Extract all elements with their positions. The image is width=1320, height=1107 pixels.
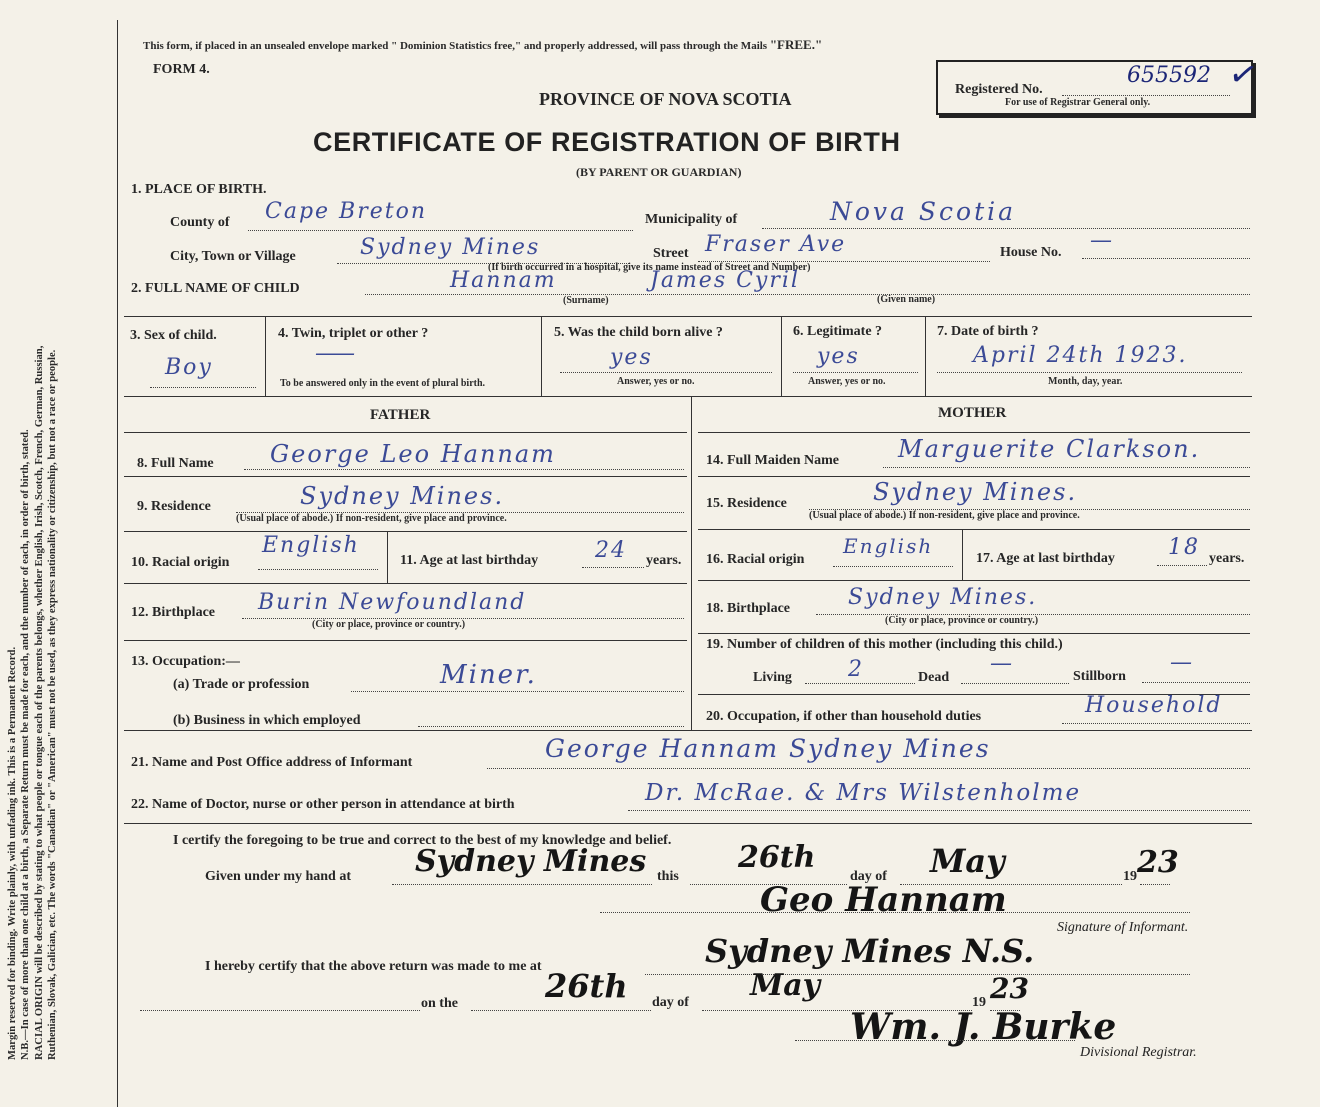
- child-given-name: James Cyril: [650, 268, 800, 293]
- registrar-signature: Wm. J. Burke: [850, 1006, 1117, 1048]
- mother-name-label: 14. Full Maiden Name: [706, 453, 839, 468]
- mother-birthplace: Sydney Mines.: [848, 585, 1038, 610]
- registrar-statement: I hereby certify that the above return was made to me at: [205, 959, 542, 974]
- given-place-value: Sydney Mines: [415, 844, 647, 879]
- page-title: CERTIFICATE OF REGISTRATION OF BIRTH: [313, 127, 901, 157]
- mother-race-label: 16. Racial origin: [706, 552, 805, 567]
- mother-heading: MOTHER: [938, 405, 1007, 421]
- father-heading: FATHER: [370, 407, 431, 423]
- living-value: 2: [848, 657, 864, 682]
- father-birthplace-label: 12. Birthplace: [131, 605, 215, 620]
- alive-label: 5. Was the child born alive ?: [554, 325, 723, 340]
- mother-birthplace-note: (City or place, province or country.): [885, 615, 1039, 626]
- certify-statement: I certify the foregoing to be true and correct to the best of my knowledge and belief.: [173, 833, 672, 848]
- registrar-place-value: Sydney Mines N.S.: [705, 932, 1035, 970]
- registrar-day-value: 26th: [545, 967, 628, 1005]
- father-birthplace: Burin Newfoundland: [258, 590, 527, 615]
- father-age: 24: [595, 538, 627, 563]
- page-subtitle: (BY PARENT OR GUARDIAN): [576, 165, 742, 179]
- margin-line-2: N.B.—In case of more than one child at a birth, a Separate Return must be made for each, and the number of each, in order of birth, stated.: [20, 429, 32, 1060]
- registrar-note: For use of Registrar General only.: [1005, 97, 1151, 108]
- certify-year-value: 23: [1137, 845, 1179, 880]
- dob-note: Month, day, year.: [1048, 376, 1123, 387]
- father-name-label: 8. Full Name: [137, 456, 214, 471]
- year-prefix: 19: [1123, 869, 1137, 884]
- twin-label: 4. Twin, triplet or other ?: [278, 326, 429, 341]
- registered-label: Registered No.: [955, 82, 1043, 97]
- father-age-label: 11. Age at last birthday: [400, 553, 539, 568]
- children-count-label: 19. Number of children of this mother (including this child.): [706, 637, 1063, 652]
- registrar-year-prefix: 19: [972, 995, 986, 1010]
- house-no-label: House No.: [1000, 245, 1062, 260]
- mother-years-label: years.: [1209, 551, 1245, 566]
- on-the-label: on the: [421, 996, 458, 1011]
- registrar-year-value: 23: [990, 972, 1029, 1005]
- father-residence-note: (Usual place of abode.) If non-resident, give place and province.: [236, 513, 507, 524]
- informant-signature-caption: Signature of Informant.: [1057, 920, 1189, 935]
- dead-label: Dead: [918, 670, 950, 685]
- margin-line-4: Ruthenian, Slovak, Galician, etc. The words "Canadian" or "American" must not be used, as they express nationality or citizenship, but not a race or people.: [46, 349, 58, 1060]
- father-years-label: years.: [646, 553, 682, 568]
- city-value: Sydney Mines: [360, 235, 541, 260]
- place-of-birth-heading: 1. PLACE OF BIRTH.: [131, 182, 267, 197]
- mother-maiden-name: Marguerite Clarkson.: [898, 435, 1201, 463]
- mother-race: English: [843, 534, 934, 558]
- check-mark-icon: ✓: [1225, 54, 1261, 97]
- city-label: City, Town or Village: [170, 249, 296, 264]
- father-race-label: 10. Racial origin: [131, 555, 230, 570]
- legitimate-note: Answer, yes or no.: [808, 376, 886, 387]
- county-value: Cape Breton: [265, 199, 428, 224]
- sex-label: 3. Sex of child.: [130, 328, 217, 343]
- informant-label: 21. Name and Post Office address of Informant: [131, 755, 413, 770]
- registrar-day-of-label: day of: [652, 995, 689, 1010]
- municipality-value: Nova Scotia: [830, 197, 1017, 226]
- county-label: County of: [170, 215, 230, 230]
- form-number: FORM 4.: [153, 62, 210, 77]
- father-trade: Miner.: [440, 660, 537, 690]
- surname-note: (Surname): [563, 295, 609, 306]
- binding-margin-line: [117, 20, 118, 1107]
- registrar-month-value: May: [750, 968, 821, 1003]
- alive-value: yes: [610, 345, 653, 370]
- margin-instructions: [6, 0, 121, 1060]
- father-race: English: [262, 533, 360, 558]
- mail-notice: This form, if placed in an unsealed envelope marked " Dominion Statistics free," and properly addressed, will pass through the Mails "FREE.": [143, 37, 823, 52]
- child-surname: Hannam: [450, 268, 557, 293]
- mail-free: "FREE.": [769, 37, 823, 52]
- father-name: George Leo Hannam: [270, 440, 556, 468]
- stillborn-value: —: [1170, 650, 1188, 675]
- twin-note: To be answered only in the event of plural birth.: [280, 378, 486, 389]
- day-of-label: day of: [850, 869, 887, 884]
- hospital-note: (If birth occurred in a hospital, give its name instead of Street and Number): [488, 262, 811, 273]
- father-birthplace-note: (City or place, province or country.): [312, 619, 466, 630]
- province-heading: PROVINCE OF NOVA SCOTIA: [539, 89, 792, 109]
- dob-value: April 24th 1923.: [973, 343, 1188, 368]
- municipality-label: Municipality of: [645, 212, 738, 227]
- father-residence: Sydney Mines.: [300, 482, 505, 510]
- margin-line-3: RACIAL ORIGIN will be described by stating to what people or tongue each of the parents belongs, whether English, Irish, Scotch, French, German, Russian,: [33, 345, 45, 1060]
- street-label: Street: [653, 246, 689, 261]
- child-name-label: 2. FULL NAME OF CHILD: [131, 281, 300, 296]
- mother-residence-note: (Usual place of abode.) If non-resident, give place and province.: [809, 510, 1080, 521]
- street-value: Fraser Ave: [705, 232, 847, 257]
- stillborn-label: Stillborn: [1073, 669, 1126, 684]
- mother-residence-label: 15. Residence: [706, 496, 787, 511]
- twin-value: ——: [315, 341, 351, 366]
- mother-age-label: 17. Age at last birthday: [976, 551, 1115, 566]
- informant-signature: Geo Hannam: [760, 880, 1007, 920]
- dead-value: —: [990, 651, 1008, 676]
- registered-number: 655592: [1127, 63, 1211, 88]
- legitimate-value: yes: [817, 344, 860, 369]
- business-label: (b) Business in which employed: [173, 713, 361, 728]
- this-label: this: [657, 869, 679, 884]
- living-label: Living: [753, 670, 792, 685]
- certify-day-value: 26th: [738, 840, 816, 875]
- mother-occupation: Household: [1085, 693, 1223, 718]
- mother-occupation-label: 20. Occupation, if other than household duties: [706, 709, 982, 724]
- registrar-signature-caption: Divisional Registrar.: [1080, 1045, 1197, 1060]
- house-no-value: —: [1090, 228, 1108, 253]
- doctor-label: 22. Name of Doctor, nurse or other person in attendance at birth: [131, 797, 515, 812]
- father-residence-label: 9. Residence: [137, 499, 211, 514]
- doctor-value: Dr. McRae. & Mrs Wilstenholme: [645, 780, 1082, 806]
- trade-label: (a) Trade or profession: [173, 677, 310, 692]
- mother-birthplace-label: 18. Birthplace: [706, 601, 790, 616]
- mother-age: 18: [1168, 535, 1200, 560]
- certify-month-value: May: [930, 842, 1005, 880]
- sex-value: Boy: [165, 355, 213, 380]
- given-name-note: (Given name): [877, 294, 936, 305]
- alive-note: Answer, yes or no.: [617, 376, 695, 387]
- given-under-hand-label: Given under my hand at: [205, 869, 351, 884]
- margin-line-1: Margin reserved for binding. Write plainly, with unfading ink. This is a Permanent Record.: [7, 646, 18, 1060]
- dob-label: 7. Date of birth ?: [937, 324, 1039, 339]
- informant-value: George Hannam Sydney Mines: [545, 734, 991, 763]
- occupation-label: 13. Occupation:—: [131, 654, 240, 669]
- mother-residence: Sydney Mines.: [873, 478, 1078, 506]
- legitimate-label: 6. Legitimate ?: [793, 324, 883, 339]
